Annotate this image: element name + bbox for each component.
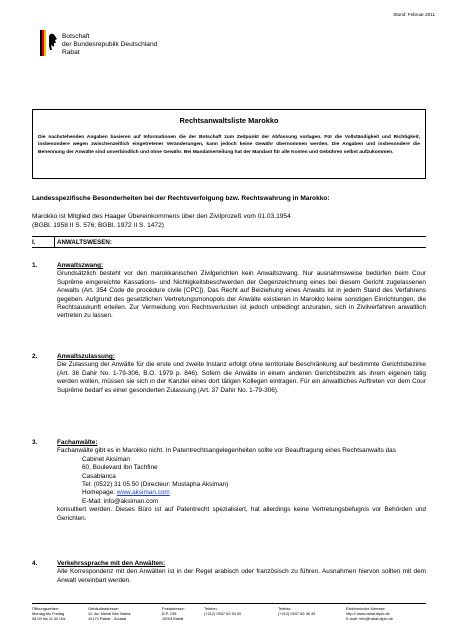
federal-eagle-icon [40, 30, 58, 56]
item-verkehrssprache: 4. Verkehrssprache mit den Anwälten: Alle Korrespondenz mit den Anwälten ist in der Regel arabisch oder französisch zu führen. Ausnahmen hiervon sollten mit dem Anwalt vereinbart werden. [32, 560, 426, 584]
item-anwaltszwang: 1. Anwaltszwang: Grundsätzlich besteht vor den marokkanischen Zivilgerichten kein Anwaltszwang. Nur ausnahmsweise bedürfen beim Cour Suprême eingereichte Kassations- und Nichtigkeitsbeschwerden der Gegenzeichnung eines bei diesem Gericht zugelassenen Anwalts (Art. 354 Code de procédure civile [CPC]). Das Recht auf Beiziehung eines Anwalts ist in jedem Stand des Verfahrens gegeben. Aufgrund des gesetzlichen Vertretungsmonopols der Anwälte existieren in Marokko keine sonstigen Einrichtungen, die Rechtsauskunft erteilen. Zur Vermeidung von Rechtsverlusten ist jedoch unbedingt anzuraten, sich in Zivilverfahren anwaltlich vertreten zu lassen. [32, 262, 426, 320]
item-fachanwaelte: 3. Fachanwälte: Fachanwälte gibt es in Marokko nicht. In Patentrechtsangelegenheiten sollte vor Beauftragung eines Rechtsanwalts das Cabinet Aksiman 60, Boulevard Ibn Tachfine Casablanca Tel: (0522) 31 05 50 (Directeur: Mustapha Aksiman) Homepage: www.aksiman.com E-Mail: info@aksiman.com konsultiert werden. Dieses Büro ist auf Patentrecht spezialisiert, hat allerdings keine Vertretungsbefugnis vor Behörden und Gerichten. [32, 439, 426, 522]
contact-phone: Tel: (0522) 31 05 50 (Directeur: Mustapha Aksiman) [82, 481, 229, 489]
contact-street: 60, Boulevard Ibn Tachfine [82, 464, 158, 472]
homepage-link[interactable]: www.aksiman.com [116, 489, 170, 497]
document-date: Stand: Februar 2011 [393, 12, 435, 17]
contact-email: E-Mail: info@aksiman.com [82, 497, 159, 505]
contact-name: Cabinet Aksiman [82, 455, 130, 463]
footer-building-address: Gebäudeadresse: 12, Av. Mehdi Ben Barka 10170 Rabat - Souissi [88, 606, 131, 621]
item-heading: Anwaltszulassung: [57, 353, 115, 360]
item-body: Alle Korrespondenz mit den Anwälten ist in der Regel arabisch oder französisch zu führen. Ausnahmen hiervon sollten mit dem Anwalt vereinbart werden. [57, 568, 426, 584]
contact-city: Casablanca [82, 472, 116, 480]
footer-phone: Telefon: (+212) 0537 63 54 00 [204, 606, 242, 616]
page-title: Rechtsanwaltsliste Marokko [179, 116, 279, 125]
section-number: I. [32, 239, 36, 246]
item-body: Die Zulassung der Anwälte für die erste und zweite Instanz erfolgt ohne territoriale Beschränkung auf bestimmte Gerichtsbezirke (Art. 36 Dahir No. 1-79-306, B.O. 1979 p. 846). Sofern die Anwälte in einem anderen Gerichtsbezirk als ihrem eigenen tätig werden wollen, müssen sie sich in der Kanzlei eines dort tätigen Kollegen eintragen. Für ein anwaltliches Auftreten vor dem Cour Suprême bedarf es einer gesonderten Zulassung (Art. 37 Dahir No. 1-79-306). [57, 361, 426, 394]
intro-text-1: Marokko ist Mitglied des Haager Übereinkommens über den Zivilprozeß vom 01.03.1954 [32, 213, 291, 220]
footer-opening-hours: Öffnungszeiten: Montag bis Freitag 08.00 bis 11.00 Uhr [32, 606, 66, 621]
footer-electronic-address: Elektronische Adresse: http:// www.rabat.diplo.de E-mail: info@rabat.diplo.de [346, 606, 393, 621]
disclaimer: Die nachstehenden Angaben basieren auf Informationen die der Botschaft zum Zeitpunkt der Abfassung vorlagen. Für die Vollständigkeit und Richtigkeit, insbesondere wegen zwischenzeitlich eingetretener Veränderungen, kann jedoch keine Gewähr übernommen werden. Die Angaben und insbesondere die Benennung der Anwälte sind unverbindlich und ohne Gewähr. Bei Mandatserteilung hat der Mandant für alle Kosten und Gebühren selbst aufzukommen. [38, 135, 420, 155]
item-heading: Anwaltszwang: [57, 262, 104, 269]
section-label: ANWALTSWESEN: [57, 239, 112, 246]
intro-heading: Landesspezifische Besonderheiten bei der Rechtsverfolgung bzw. Rechtswahrung in Marokko: [32, 195, 330, 202]
item-body: Grundsätzlich besteht vor den marokkanischen Zivilgerichten kein Anwaltszwang. Nur ausnahmsweise bedürfen beim Cour Suprême eingereichte Kassations- und Nichtigkeitsbeschwerden der Gegenzeichnung eines bei diesem Gericht zugelassenen Anwalts (Art. 354 Code de procédure civile [CPC]). Das Recht auf Beiziehung eines Anwalts ist in jedem Stand des Verfahrens gegeben. Aufgrund des gesetzlichen Vertretungsmonopols der Anwälte existieren in Marokko keine sonstigen Einrichtungen, die Rechtsauskunft erteilen. Zur Vermeidung von Rechtsverlusten ist jedoch unbedingt anzuraten, sich in Zivilverfahren anwaltlich vertreten zu lassen. [57, 270, 426, 320]
page-footer [32, 603, 426, 621]
title-box [32, 109, 426, 179]
item-body: Fachanwälte gibt es in Marokko nicht. In Patentrechtsangelegenheiten sollte vor Beauftragung eines Rechtsanwalts das [57, 447, 396, 455]
embassy-name: Botschaft der Bundesrepublik Deutschland Rabat [62, 33, 158, 56]
section-heading [32, 236, 426, 248]
footer-fax: Telefax: (+212) 0537 65 36 49 [278, 606, 316, 616]
item-anwaltszulassung: 2. Anwaltszulassung: Die Zulassung der Anwälte für die erste und zweite Instanz erfolgt ohne territoriale Beschränkung auf bestimmte Gerichtsbezirke (Art. 36 Dahir No. 1-79-306, B.O. 1979 p. 846). Sofern die Anwälte in einem anderen Gerichtsbezirk als ihrem eigenen tätig werden wollen, müssen sie sich in der Kanzlei eines dort tätigen Kollegen eintragen. Für ein anwaltliches Auftreten vor dem Cour Suprême bedarf es einer gesonderten Zulassung (Art. 37 Dahir No. 1-79-306). [32, 353, 426, 394]
contact-homepage: Homepage: www.aksiman.com [82, 489, 170, 497]
item-body-continued: konsultiert werden. Dieses Büro ist auf Patentrecht spezialisiert, hat allerdings keine Vertretungsbefugnis vor Behörden und Gerichten. [57, 506, 426, 522]
intro-text-2: (BGBl. 1958 II S. 576; BGBl. 1972 II S. 1472) [32, 222, 164, 229]
footer-postal-address: Postadresse: B.P. 235 10001Rabat [162, 606, 185, 621]
item-heading: Verkehrssprache mit den Anwälten: [57, 560, 166, 567]
item-heading: Fachanwälte: [57, 439, 98, 446]
